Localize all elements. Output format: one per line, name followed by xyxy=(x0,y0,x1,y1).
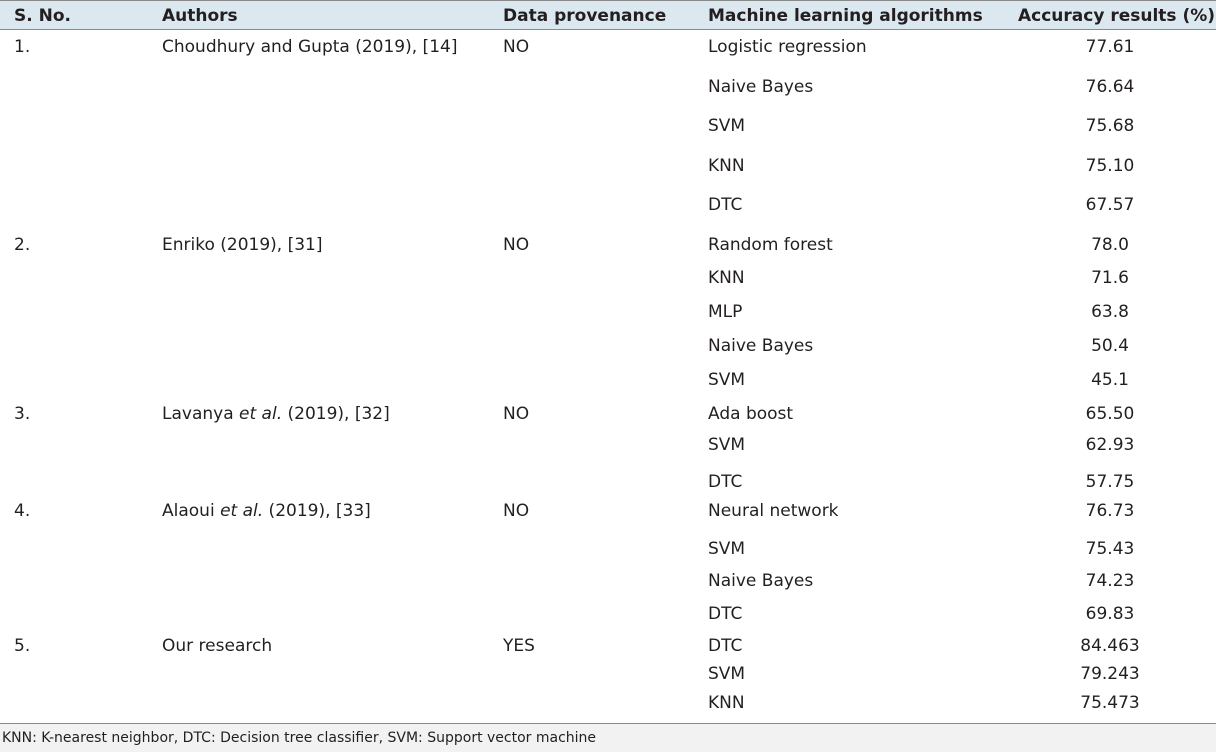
accuracy-cell: 75.43 xyxy=(1085,539,1135,559)
header-accuracy: Accuracy results (%) xyxy=(1018,6,1216,26)
group-sno: 5. xyxy=(14,636,31,656)
group-author: Lavanya et al. (2019), [32] xyxy=(162,404,390,424)
algorithm-cell: Naive Bayes xyxy=(708,77,814,97)
group-provenance: NO xyxy=(503,501,530,521)
group-provenance: YES xyxy=(503,636,535,656)
algorithm-cell: SVM xyxy=(708,539,746,559)
group-provenance: NO xyxy=(503,404,530,424)
header-authors: Authors xyxy=(162,6,238,26)
accuracy-cell: 75.473 xyxy=(1080,693,1140,713)
algorithm-cell: SVM xyxy=(708,370,746,390)
accuracy-cell: 69.83 xyxy=(1085,604,1135,624)
algorithm-cell: DTC xyxy=(708,636,743,656)
algorithm-cell: Naive Bayes xyxy=(708,571,814,591)
algorithm-cell: MLP xyxy=(708,302,743,322)
accuracy-cell: 78.0 xyxy=(1091,235,1129,255)
accuracy-cell: 75.10 xyxy=(1085,156,1135,176)
group-author: Enriko (2019), [31] xyxy=(162,235,323,255)
group-sno: 4. xyxy=(14,501,31,521)
algorithm-cell: DTC xyxy=(708,195,743,215)
group-sno: 1. xyxy=(14,37,31,57)
accuracy-cell: 71.6 xyxy=(1091,268,1129,288)
group-author: Choudhury and Gupta (2019), [14] xyxy=(162,37,458,57)
header-algorithms: Machine learning algorithms xyxy=(708,6,983,26)
accuracy-cell: 76.64 xyxy=(1085,77,1135,97)
accuracy-cell: 57.75 xyxy=(1085,472,1135,492)
table-footnote: KNN: K-nearest neighbor, DTC: Decision tree classifier, SVM: Support vector machine xyxy=(2,730,597,746)
algorithm-cell: DTC xyxy=(708,604,743,624)
algorithm-cell: Neural network xyxy=(708,501,839,521)
algorithm-cell: Logistic regression xyxy=(708,37,867,57)
algorithm-cell: KNN xyxy=(708,268,745,288)
accuracy-cell: 84.463 xyxy=(1080,636,1140,656)
algorithm-cell: KNN xyxy=(708,156,745,176)
group-provenance: NO xyxy=(503,235,530,255)
algorithm-cell: DTC xyxy=(708,472,743,492)
accuracy-cell: 79.243 xyxy=(1080,664,1140,684)
accuracy-cell: 77.61 xyxy=(1085,37,1135,57)
group-author: Alaoui et al. (2019), [33] xyxy=(162,501,371,521)
algorithm-cell: Naive Bayes xyxy=(708,336,814,356)
accuracy-cell: 74.23 xyxy=(1085,571,1135,591)
accuracy-cell: 63.8 xyxy=(1091,302,1129,322)
accuracy-cell: 76.73 xyxy=(1085,501,1135,521)
accuracy-cell: 62.93 xyxy=(1085,435,1135,455)
algorithm-cell: Ada boost xyxy=(708,404,794,424)
algorithm-cell: Random forest xyxy=(708,235,833,255)
accuracy-cell: 75.68 xyxy=(1085,116,1135,136)
header-provenance: Data provenance xyxy=(503,6,667,26)
group-provenance: NO xyxy=(503,37,530,57)
accuracy-cell: 67.57 xyxy=(1085,195,1135,215)
algorithm-cell: KNN xyxy=(708,693,745,713)
accuracy-cell: 45.1 xyxy=(1091,370,1129,390)
group-sno: 3. xyxy=(14,404,31,424)
group-author: Our research xyxy=(162,636,273,656)
group-sno: 2. xyxy=(14,235,31,255)
algorithm-cell: SVM xyxy=(708,435,746,455)
accuracy-cell: 65.50 xyxy=(1085,404,1135,424)
header-sno: S. No. xyxy=(14,6,71,26)
algorithm-cell: SVM xyxy=(708,664,746,684)
algorithm-cell: SVM xyxy=(708,116,746,136)
accuracy-cell: 50.4 xyxy=(1091,336,1129,356)
